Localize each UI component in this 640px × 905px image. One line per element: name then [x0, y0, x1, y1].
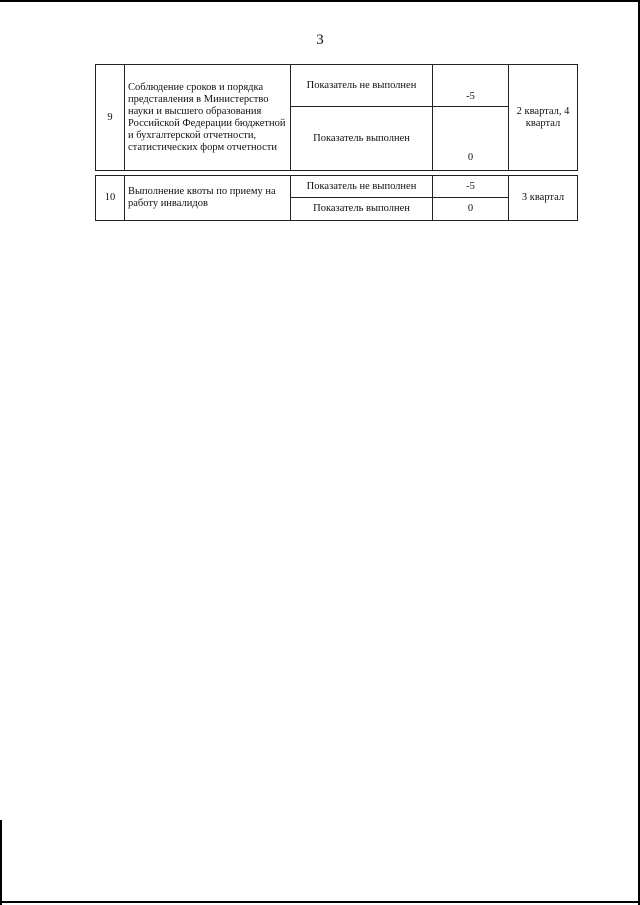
outcome-score: 0	[433, 198, 509, 221]
criterion-description: Выполнение квоты по приему на работу инвалидов	[125, 176, 291, 221]
criteria-table	[95, 64, 578, 221]
page-edge-top	[0, 0, 640, 2]
outcome-status: Показатель не выполнен	[291, 65, 433, 107]
outcome-status: Показатель выполнен	[291, 198, 433, 221]
outcome-status: Показатель выполнен	[291, 107, 433, 171]
row-number: 10	[96, 176, 125, 221]
outcome-score: 0	[433, 107, 509, 171]
outcome-status: Показатель не выполнен	[291, 176, 433, 198]
reporting-period: 3 квартал	[509, 176, 578, 221]
page-edge-bottom	[0, 901, 640, 903]
row-number: 9	[96, 65, 125, 171]
page-edge-left	[0, 820, 2, 905]
criterion-description: Соблюдение сроков и порядка представления в Министерство науки и высшего образования Российской Федерации бюджетной и бухгалтерской отчетности, статистических форм отчетности	[125, 65, 291, 171]
table-row	[96, 65, 578, 107]
page-number: 3	[316, 32, 324, 48]
outcome-score: -5	[433, 176, 509, 198]
outcome-score: -5	[433, 65, 509, 107]
reporting-period: 2 квартал, 4 квартал	[509, 65, 578, 171]
table-row	[96, 176, 578, 198]
